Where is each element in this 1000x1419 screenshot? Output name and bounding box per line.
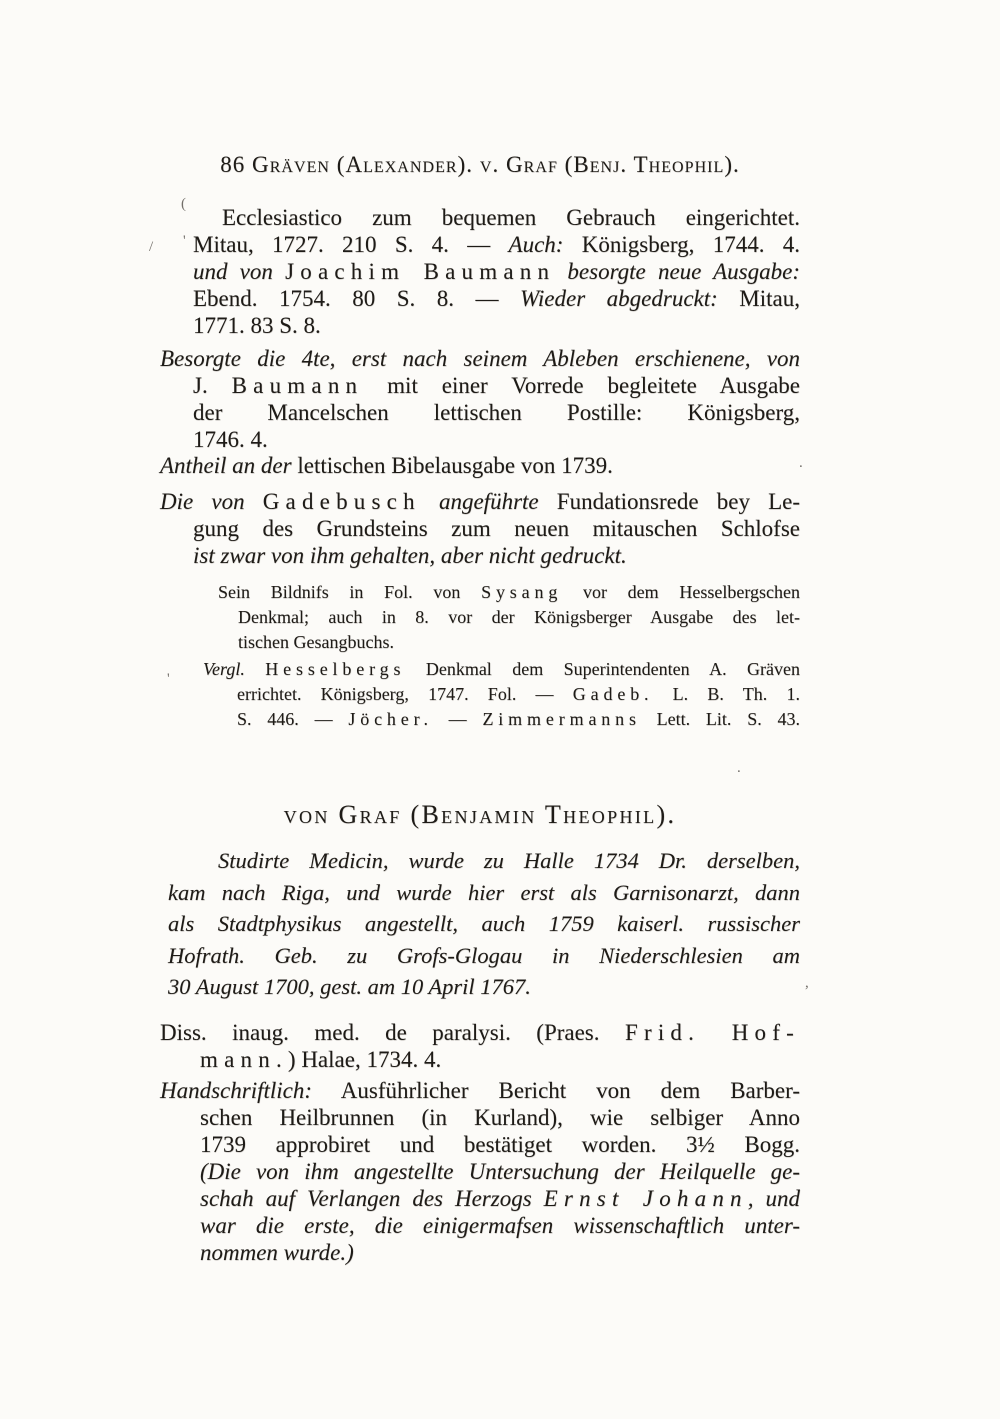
text-segment: 1739 approbiret und bestätiget worden. 3½ Bogg. xyxy=(200,1132,800,1157)
text-segment: Auch: xyxy=(508,232,564,257)
text-line xyxy=(160,657,800,682)
text-line xyxy=(160,1077,800,1104)
text-segment: , und xyxy=(747,1186,801,1211)
scan-speck: / xyxy=(149,239,154,255)
text-segment: S. 446. — xyxy=(237,709,349,729)
text-segment: Gadeb. xyxy=(572,684,654,704)
text-line xyxy=(160,1212,800,1239)
text-line xyxy=(160,345,800,372)
text-segment: besorgte neue Ausgabe: xyxy=(567,259,800,284)
text-segment: gung des Grundsteins zum neuen mitauschen Schlofse xyxy=(193,516,800,541)
text-segment: Hesselbergs xyxy=(265,659,406,679)
text-line xyxy=(160,312,800,339)
text-segment: Denkmal; auch in 8. vor der Königsberger Ausgabe des let- xyxy=(238,607,800,627)
text-segment: Jöcher. xyxy=(348,709,433,729)
text-segment: als Stadtphysikus angestellt, auch 1759 kaiserl. russischer xyxy=(168,911,800,936)
text-line xyxy=(160,707,800,732)
text-segment: Antheil an der xyxy=(160,453,298,478)
text-segment: 1771. 83 S. 8. xyxy=(193,313,321,338)
text-segment: Ebend. 1754. 80 S. 8. — xyxy=(193,286,521,311)
text-line xyxy=(160,682,800,707)
text-line xyxy=(160,515,800,542)
text-segment: 86 xyxy=(220,152,253,177)
entry-ecclesiastico xyxy=(160,204,800,339)
text-segment: ist zwar von ihm gehalten, aber nicht gedruckt. xyxy=(193,543,627,568)
entry-fundationsrede xyxy=(160,488,800,569)
text-line xyxy=(160,845,800,877)
entry-dissertation xyxy=(160,1019,800,1073)
text-segment: Sein Bildnifs in Fol. von xyxy=(218,582,482,602)
text-segment: nommen wurde.) xyxy=(200,1240,354,1265)
text-segment: Fundationsrede bey Le- xyxy=(538,489,801,514)
text-segment: Gadebusch xyxy=(262,489,421,514)
text-segment: Diss. inaug. med. de paralysi. (Praes. xyxy=(160,1020,625,1045)
section-heading xyxy=(160,798,800,832)
text-line xyxy=(160,630,800,655)
text-segment: Vergl. xyxy=(203,659,266,679)
text-segment: 30 August 1700, gest. am 10 April 1767. xyxy=(168,974,531,999)
text-segment: mann. xyxy=(200,1047,288,1072)
text-segment: errichtet. Königsberg, 1747. Fol. — xyxy=(237,684,573,704)
text-segment: mit einer Vorrede begleitete Ausgabe xyxy=(363,373,800,398)
note-vergleiche xyxy=(160,657,800,732)
text-segment: von Graf (Benjamin Theophil). xyxy=(283,800,677,829)
text-segment: — xyxy=(432,709,483,729)
text-line xyxy=(160,605,800,630)
text-segment: war die erste, die einigermafsen wissenschaftlich unter- xyxy=(200,1213,800,1238)
text-segment: ) Halae, 1734. 4. xyxy=(287,1047,442,1072)
text-segment: Ernst Johann xyxy=(543,1186,748,1211)
text-segment: Die von xyxy=(160,489,263,514)
text-segment: L. B. Th. 1. xyxy=(653,684,801,704)
text-line xyxy=(160,940,800,972)
entry-handschriftlich xyxy=(160,1077,800,1266)
text-segment: Hofrath. Geb. zu Grofs-Glogau in Niederschlesien am xyxy=(168,942,800,968)
text-line xyxy=(160,285,800,312)
text-line xyxy=(160,372,800,399)
text-segment: lettischen Bibelausgabe von 1739. xyxy=(297,453,613,478)
running-head xyxy=(160,150,800,180)
text-segment: Baumann xyxy=(231,373,364,398)
text-segment: tischen Gesangbuchs. xyxy=(238,632,394,652)
text-segment: Mitau, xyxy=(717,286,800,311)
scan-speck: ' xyxy=(167,671,170,687)
text-line xyxy=(160,1158,800,1185)
text-segment: J. xyxy=(193,373,232,398)
text-segment: Königsberg, 1744. 4. xyxy=(563,232,801,257)
text-segment: Handschriftlich: xyxy=(160,1078,313,1103)
entry-besorgte-ausgabe xyxy=(160,345,800,453)
entry-bibelausgabe xyxy=(160,452,800,479)
text-segment: vor dem Hesselbergschen xyxy=(562,582,800,602)
text-segment: Frid. Hof- xyxy=(624,1020,801,1045)
text-segment: Lett. Lit. S. 43. xyxy=(640,709,800,729)
text-line xyxy=(160,1239,800,1266)
text-line xyxy=(160,798,800,832)
text-segment: Besorgte die 4te, erst nach seinem Ableben erschienene, von xyxy=(160,346,800,371)
biography-paragraph xyxy=(160,845,800,1003)
text-line xyxy=(160,1046,800,1073)
text-line xyxy=(160,399,800,426)
scan-speck: ' xyxy=(183,233,186,249)
text-line xyxy=(160,150,800,180)
text-segment: 1746. 4. xyxy=(193,427,268,452)
text-line xyxy=(160,1185,800,1212)
text-segment: Ecclesiastico zum bequemen Gebrauch eingerichtet. xyxy=(222,205,800,230)
text-line xyxy=(160,488,800,515)
text-line xyxy=(160,542,800,569)
text-line xyxy=(160,1104,800,1131)
text-segment xyxy=(555,259,567,284)
text-segment: Wieder abgedruckt: xyxy=(520,286,718,311)
scan-speck: . xyxy=(799,455,803,471)
text-segment: der Mancelschen lettischen Postille: Königsberg, xyxy=(193,400,800,425)
text-line xyxy=(160,877,800,909)
text-line xyxy=(160,452,800,479)
text-line xyxy=(160,580,800,605)
scan-speck: . xyxy=(737,760,741,776)
scan-speck: , xyxy=(805,975,809,991)
text-line xyxy=(160,231,800,258)
scan-speck: ( xyxy=(181,196,186,212)
text-segment: schen Heilbrunnen (in Kurland), wie selbiger Anno xyxy=(200,1105,800,1130)
text-segment: Ausführlicher Bericht von dem Barber- xyxy=(312,1078,800,1103)
text-segment xyxy=(421,489,439,514)
text-segment: und von xyxy=(193,259,286,284)
note-bildnis xyxy=(160,580,800,655)
text-line xyxy=(160,971,800,1003)
text-line xyxy=(160,908,800,940)
text-line xyxy=(160,258,800,285)
text-line xyxy=(160,1131,800,1158)
text-segment: Joachim Baumann xyxy=(285,259,556,284)
text-segment: Gräven (Alexander). v. Graf (Benj. Theophil). xyxy=(252,152,740,177)
text-segment: Zimmermanns xyxy=(482,709,641,729)
text-segment: schah auf Verlangen des Herzogs xyxy=(200,1186,544,1211)
text-segment: Mitau, 1727. 210 S. 4. — xyxy=(193,232,509,257)
text-segment: Denkmal dem Superintendenten A. Gräven xyxy=(405,659,800,679)
text-segment: Sysang xyxy=(481,582,563,602)
text-segment: angeführte xyxy=(438,489,539,514)
text-segment: (Die von ihm angestellte Untersuchung der Heilquelle ge- xyxy=(200,1159,800,1184)
text-line xyxy=(160,426,800,453)
text-line xyxy=(160,1019,800,1046)
text-segment: Studirte Medicin, wurde zu Halle 1734 Dr. derselben, xyxy=(218,848,800,873)
text-line xyxy=(160,204,800,231)
text-segment: kam nach Riga, und wurde hier erst als Garnisonarzt, dann xyxy=(168,879,800,905)
